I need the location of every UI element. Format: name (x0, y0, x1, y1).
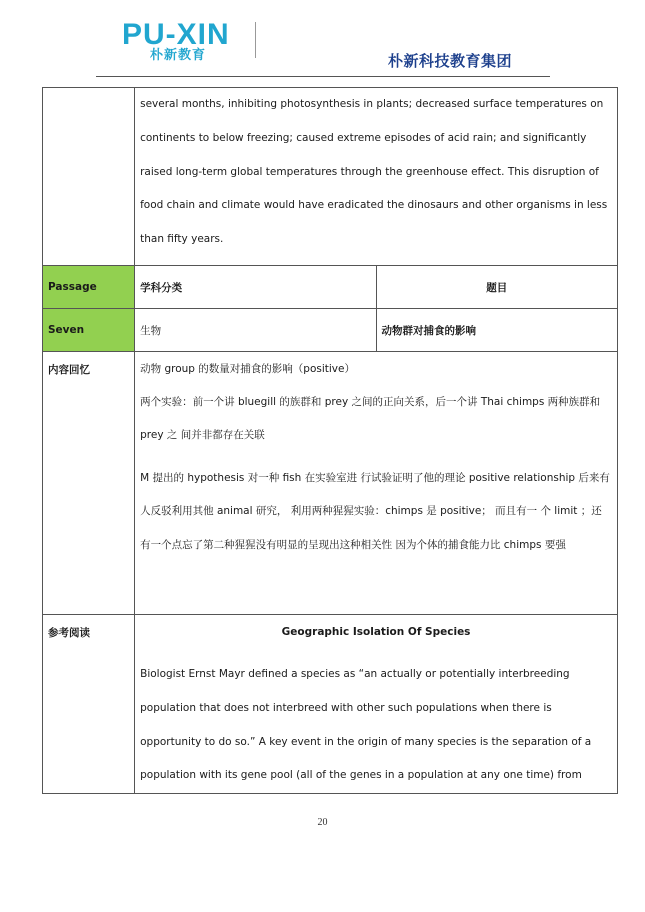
logo-text: PU-XIN (122, 18, 230, 51)
passage-header-row (43, 266, 618, 309)
puxin-logo (122, 20, 262, 62)
reference-heading: Geographic Isolation Of Species (281, 626, 471, 638)
passage-number-cell (43, 309, 135, 352)
recall-paragraph-2: 两个实验：前一个讲 bluegill 的族群和 prey 之间的正向关系，后一个讲 Thai chimps 两种族群和 prey 之 间并非都存在关联 (140, 395, 601, 441)
reference-cell (135, 615, 618, 794)
recall-cell (135, 352, 618, 615)
subject-value: 生物 (135, 309, 376, 352)
passage-value-row (43, 309, 618, 352)
reference-row (43, 615, 618, 794)
empty-label-cell (43, 88, 135, 266)
subject-header: 学科分类 (135, 266, 376, 309)
logo-subtitle: 朴新教育 (150, 48, 207, 63)
passage-number: Seven (48, 324, 85, 336)
passage-table (42, 87, 618, 794)
recall-row (43, 352, 618, 615)
continuation-text: several months, inhibiting photosynthesis in plants; decreased surface temperatures on continents to below freezing; caused extreme episodes of acid rain; and significantly raised long-term global temperatures through the greenhouse effect. This disruption of food chain and climate would have eradicated the dinosaurs and other organisms in less than fifty years. (140, 98, 608, 246)
passage-label-cell (43, 266, 135, 309)
continuation-cell (135, 88, 618, 266)
reference-text: Biologist Ernst Mayr defined a species as “an actually or potentially interbreeding population that does not interbreed with other such populations when there is opportunity to do so.” A key event in the origin of many species is the separation of a population with its gene pool (all of the genes in a population at any one time) from (140, 668, 592, 782)
company-name: 朴新科技教育集团 (388, 52, 513, 70)
recall-paragraph-1: 动物 group 的数量对捕食的影响（positive） (140, 363, 355, 375)
passage-label: Passage (48, 281, 97, 293)
reference-label: 参考阅读 (43, 615, 135, 794)
continuation-row (43, 88, 618, 266)
title-header: 题目 (376, 266, 617, 309)
title-value: 动物群对捕食的影响 (376, 309, 617, 352)
header-rule (96, 76, 550, 77)
recall-paragraph-3: M 提出的 hypothesis 对一种 fish 在实验室进 行试验证明了他的理论 positive relationship 后来有人反驳利用其他 animal 研究， 利用两种猩猩实验：chimps 是 positive； 而且有一 个 limit ；还有一个点忘了第二种猩猩没有明显的呈现出这种相关性 因为个体的捕食能力比 chimps 要强 (140, 471, 610, 551)
page-number: 20 (317, 817, 328, 828)
recall-label: 内容回忆 (43, 352, 135, 615)
logo-divider (255, 22, 256, 58)
